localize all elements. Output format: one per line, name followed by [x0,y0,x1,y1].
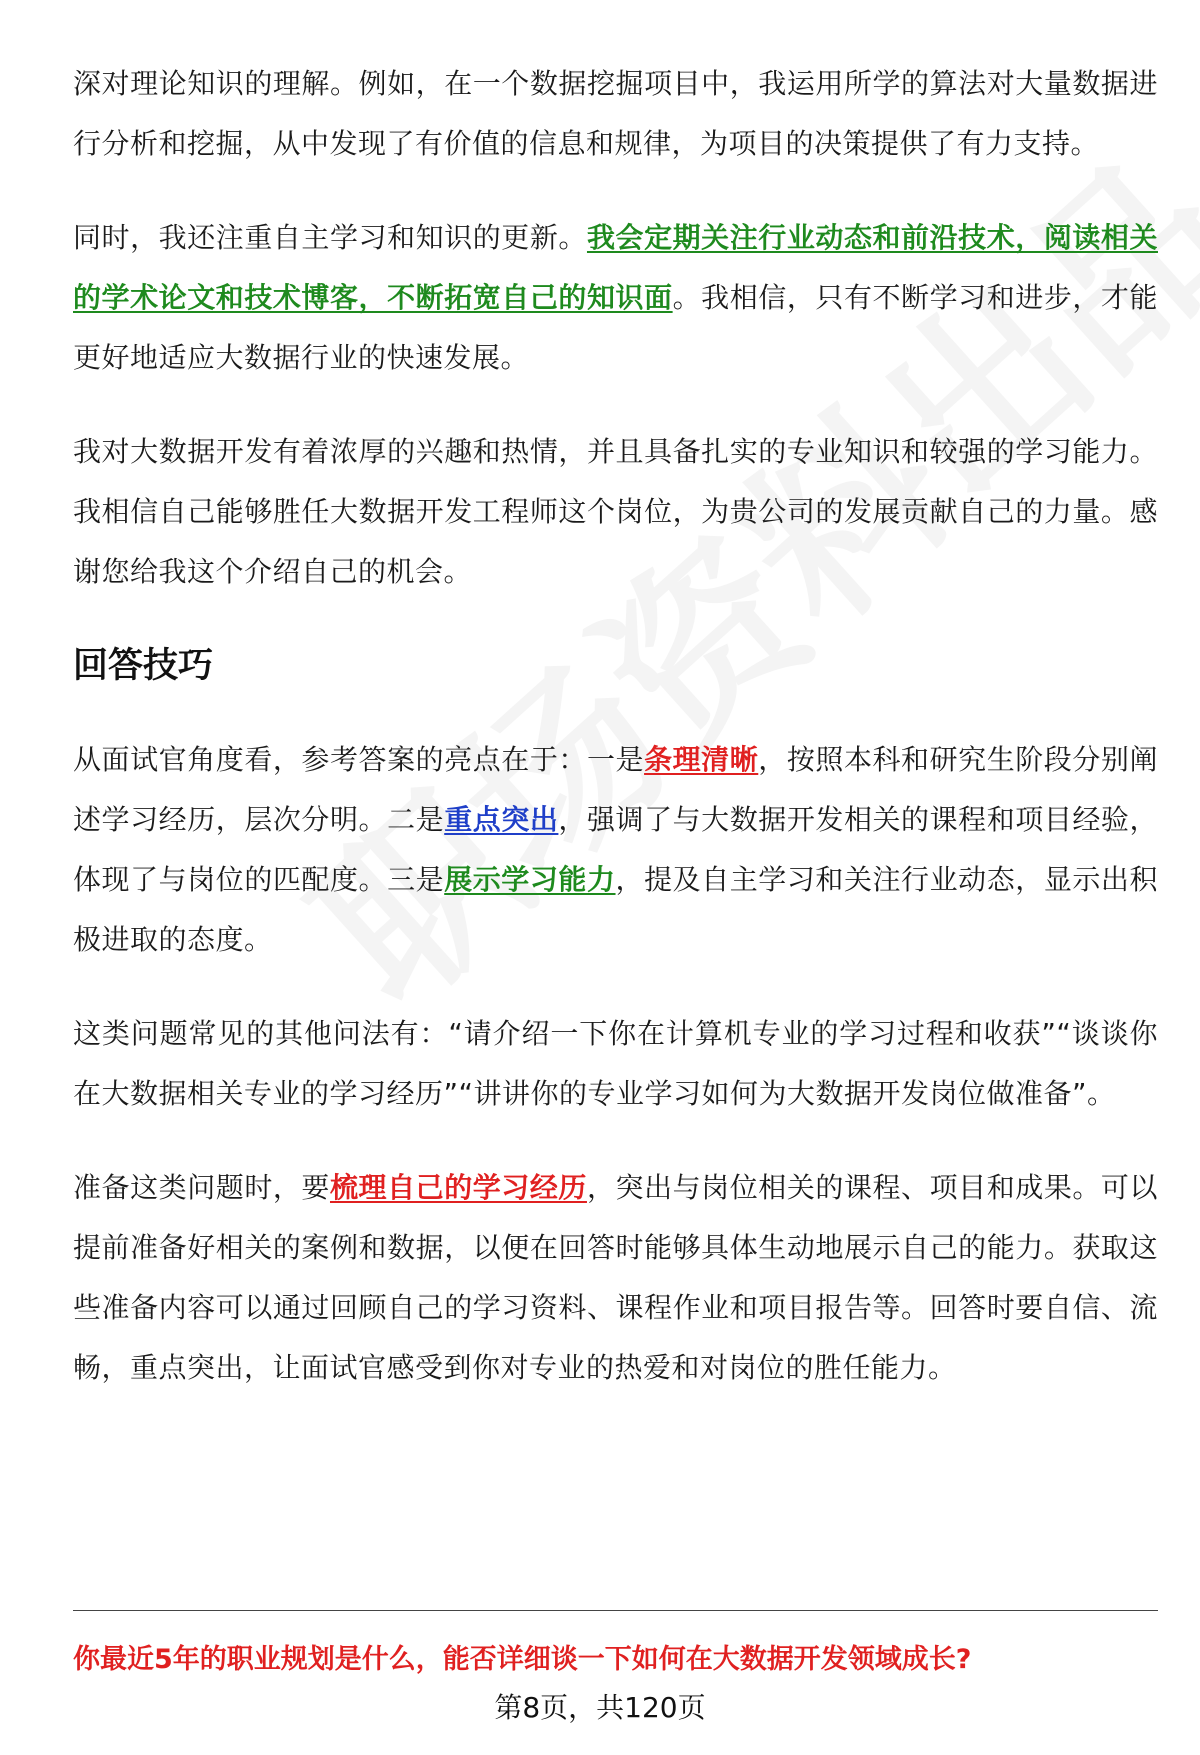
section-heading: 回答技巧 [73,646,214,686]
paragraph-alternative-questions [73,1004,1158,1124]
page-number: 第8页，共120页 [494,1691,706,1724]
paragraph-self-learning [73,208,1158,388]
paragraph-project-experience [73,54,1158,174]
paragraph-text: 。我相信，只有不断学习和进步，才能更好地适应大数据行业的快速发展。 [73,281,1158,374]
paragraph-text: 从面试官角度看，参考答案的亮点在于：一是 [73,743,645,776]
next-question-title: 你最近5年的职业规划是什么，能否详细谈一下如何在大数据开发领域成长? [73,1644,972,1675]
highlight-blue-text: 重点突出 [444,803,559,836]
paragraph-text: 这类问题常见的其他问法有：“请介绍一下你在计算机专业的学习过程和收获”“谈谈你在大数据相关专业的学习经历”“讲讲你的专业学习如何为大数据开发岗位做准备”。 [73,1017,1158,1110]
highlight-green-text: 我会定期关注行业动态和前沿技术，阅读相关的学术论文和技术博客，不断拓宽自己的知识面 [73,221,1158,314]
highlight-red-text: 梳理自己的学习经历 [329,1171,587,1204]
paragraph-conclusion [73,422,1158,602]
paragraph-text: 深对理论知识的理解。例如，在一个数据挖掘项目中，我运用所学的算法对大量数据进行分析和挖掘，从中发现了有价值的信息和规律，为项目的决策提供了有力支持。 [73,67,1158,160]
document-body [73,54,1158,1432]
paragraph-highlights [73,730,1158,970]
paragraph-preparation [73,1158,1158,1398]
paragraph-text: ，突出与岗位相关的课程、项目和成果。可以提前准备好相关的案例和数据，以便在回答时能够具体生动地展示自己的能力。获取这些准备内容可以通过回顾自己的学习资料、课程作业和项目报告等。回答时要自信、流畅，重点突出，让面试官感受到你对专业的热爱和对岗位的胜任能力。 [73,1171,1158,1384]
highlight-red-text: 条理清晰 [644,743,759,776]
paragraph-text: 我对大数据开发有着浓厚的兴趣和热情，并且具备扎实的专业知识和较强的学习能力。我相信自己能够胜任大数据开发工程师这个岗位，为贵公司的发展贡献自己的力量。感谢您给我这个介绍自己的机会。 [73,435,1158,588]
paragraph-text: 同时，我还注重自主学习和知识的更新。 [73,221,587,254]
paragraph-text: ，强调了与大数据开发相关的课程和项目经验，体现了与岗位的匹配度。三是 [73,803,1158,896]
paragraph-text: ，提及自主学习和关注行业动态，显示出积极进取的态度。 [73,863,1158,956]
paragraph-text: ，按照本科和研究生阶段分别阐述学习经历，层次分明。二是 [73,743,1158,836]
paragraph-text: 准备这类问题时，要 [73,1171,330,1204]
footer-divider [73,1610,1158,1611]
highlight-green-text: 展示学习能力 [444,863,616,896]
